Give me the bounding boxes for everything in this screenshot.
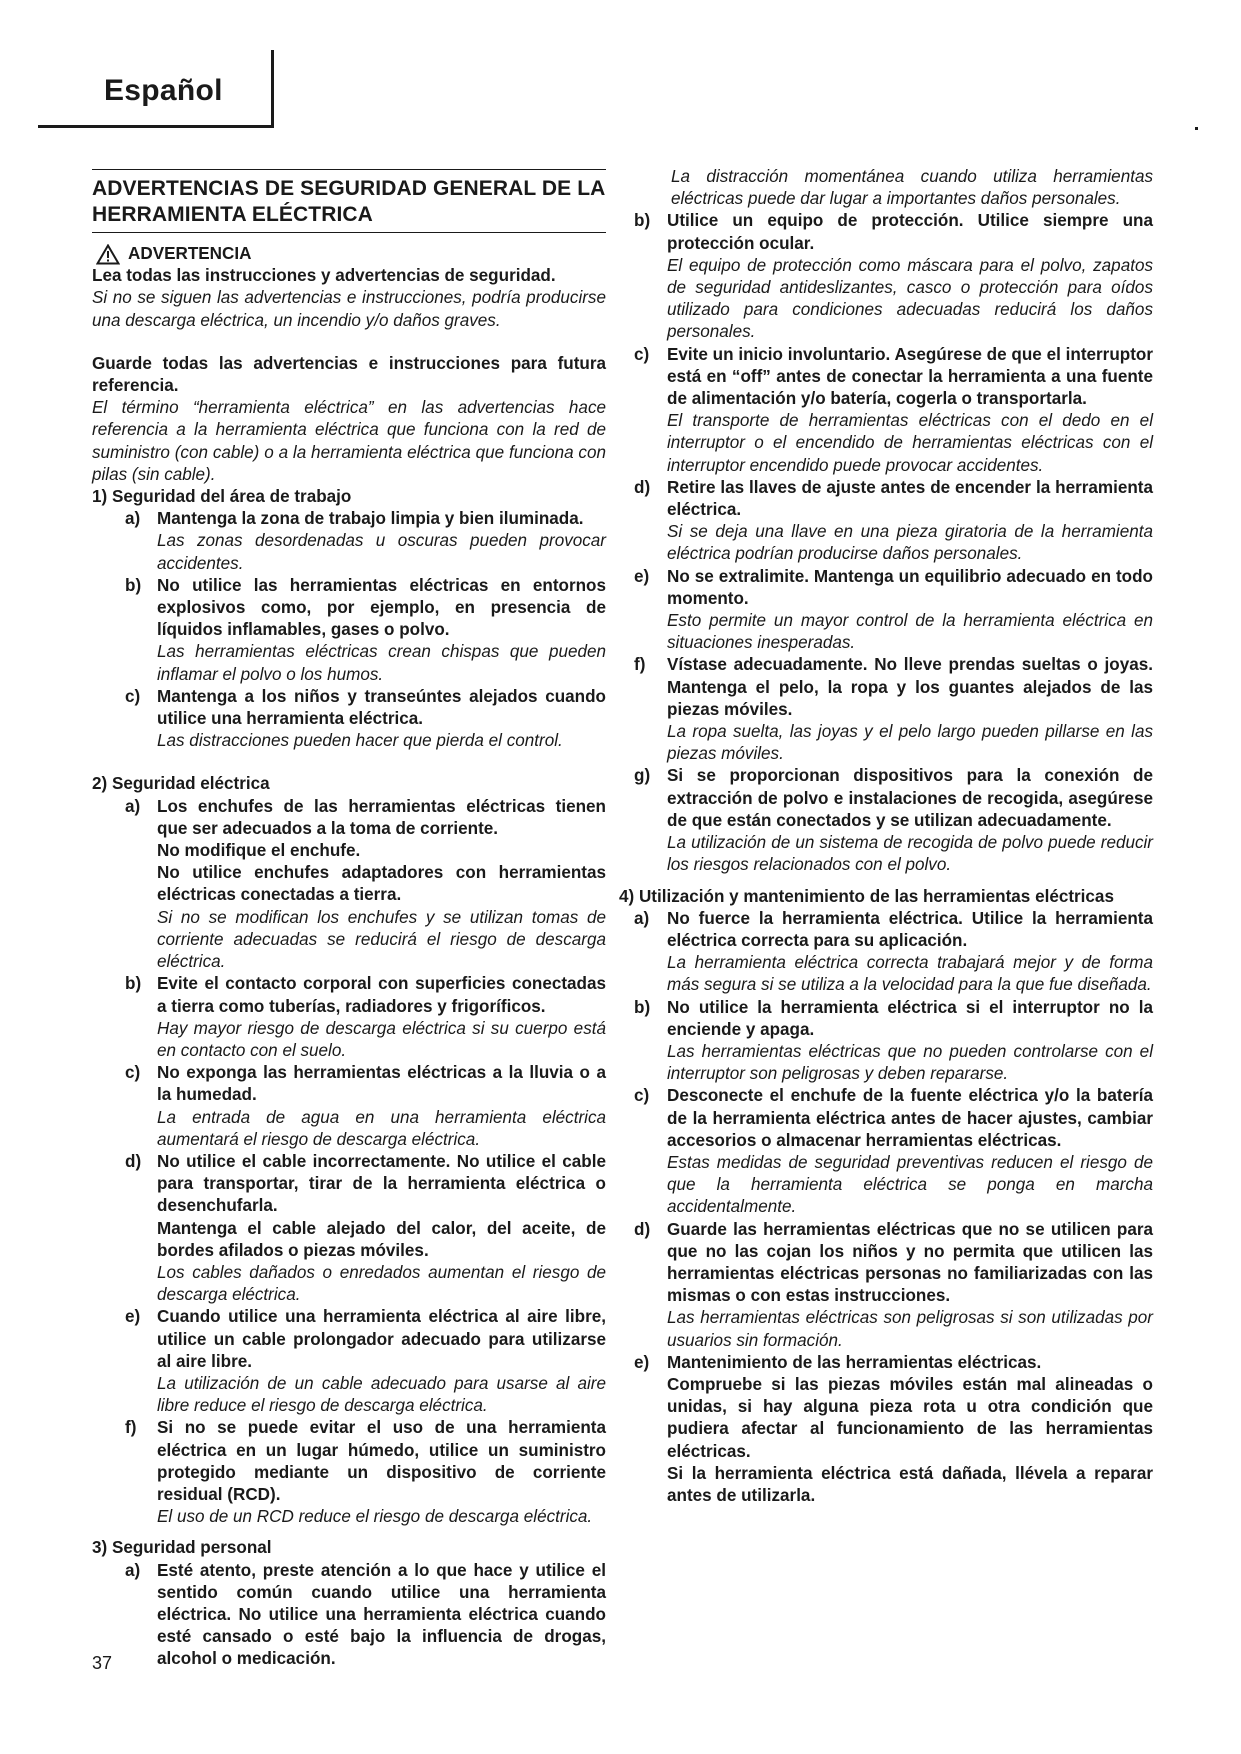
section-3-heading: 3) Seguridad personal xyxy=(92,1538,272,1558)
language-tab xyxy=(38,50,274,128)
warning-header xyxy=(92,243,606,265)
s3-item-a: a) Esté atento, preste atención a lo que hace y utilice el sentido común cuando utilice una herramienta eléctrica. No utilice una herramienta eléctrica cuando esté cansado o esté bajo la influencia de drogas, alcohol o medicación. xyxy=(125,1560,606,1669)
left-column xyxy=(92,165,606,1671)
s3-item-g: g) Si se proporcionan dispositivos para la conexión de extracción de polvo e instalaciones de recogida, asegúrese de que están conectados y se utilizan adecuadamente. La utilización de un sistema de recogida de polvo puede reducir los riesgos relacionados con el polvo. xyxy=(634,766,1153,875)
s2-item-c: c) No exponga las herramientas eléctricas a la lluvia o a la humedad. La entrada de agua en una herramienta eléctrica aumentará el riesgo de descarga eléctrica. xyxy=(125,1063,606,1149)
s1-item-b: b) No utilice las herramientas eléctricas en entornos explosivos como, por ejemplo, en presencia de líquidos inflamables, gases o polvo. Las herramientas eléctricas crean chispas que pueden inflamar el polvo o los humos. xyxy=(125,575,606,684)
s3-item-a-note: La distracción momentánea cuando utiliza herramientas eléctricas puede dar lugar a importantes daños personales. xyxy=(671,167,1153,209)
s1-item-c: c) Mantenga a los niños y transeúntes alejados cuando utilice una herramienta eléctrica. Las distracciones pueden hacer que pierda el control. xyxy=(125,686,606,751)
intro-read-note: Si no se siguen las advertencias e instrucciones, podría producirse una descarga eléctrica, un incendio y/o daños graves. xyxy=(92,288,606,330)
s3-item-d: d) Retire las llaves de ajuste antes de encender la herramienta eléctrica. Si se deja una llave en una pieza giratoria de la herramienta eléctrica podrían producirse daños personales. xyxy=(634,477,1153,564)
s3-item-f: f) Vístase adecuadamente. No lleve prendas sueltas o joyas. Mantenga el pelo, la ropa y los guantes alejados de las piezas móviles. La ropa suelta, las joyas y el pelo largo pueden pillarse en las piezas móviles. xyxy=(634,655,1153,764)
page-title: ADVERTENCIAS DE SEGURIDAD GENERAL DE LA HERRAMIENTA ELÉCTRICA xyxy=(92,169,606,233)
right-column xyxy=(619,166,1153,1507)
s1-item-a: a) Mantenga la zona de trabajo limpia y bien iluminada. Las zonas desordenadas u oscuras pueden provocar accidentes. xyxy=(125,509,606,573)
section-1-heading: 1) Seguridad del área de trabajo xyxy=(92,487,352,507)
s2-item-e: e) Cuando utilice una herramienta eléctrica al aire libre, utilice un cable prolongador adecuado para utilizarse al aire libre. La utilización de un cable adecuado para usarse al aire libre reduce el riesgo de descarga eléctrica. xyxy=(125,1307,606,1416)
warning-triangle-icon xyxy=(96,244,120,265)
section-2-heading: 2) Seguridad eléctrica xyxy=(92,774,270,794)
s3-item-c: c) Evite un inicio involuntario. Asegúrese de que el interruptor está en “off” antes de conectar la herramienta a una fuente de alimentación y/o batería, cogerla o transportarla. El transporte de herramientas eléctricas con el dedo en el interruptor o el encendido de herramientas eléctricas con el interruptor encendido puede provocar accidentes. xyxy=(634,344,1153,475)
s3-item-b: b) Utilice un equipo de protección. Utilice siempre una protección ocular. El equipo de protección como máscara para el polvo, zapatos de seguridad antideslizantes, casco o protección para oídos utilizado para condiciones adecuadas reducirá los daños personales. xyxy=(634,211,1153,342)
s4-item-e: e) Mantenimiento de las herramientas eléctricas. Compruebe si las piezas móviles están mal alineadas o unidas, si hay alguna pieza rota u otra condición que pudiera afectar al funcionamiento de las herramientas eléctricas. Si la herramienta eléctrica está dañada, llévela a reparar antes de utilizarla. xyxy=(634,1352,1153,1505)
s4-item-c: c) Desconecte el enchufe de la fuente eléctrica y/o la batería de la herramienta eléctrica antes de hacer ajustes, cambiar accesorios o almacenar herramientas eléctricas. Estas medidas de seguridad preventivas reducen el riesgo de que la herramienta eléctrica se ponga en marcha accidentalmente. xyxy=(634,1086,1153,1217)
s4-item-a: a) No fuerce la herramienta eléctrica. Utilice la herramienta eléctrica correcta para su aplicación. La herramienta eléctrica correcta trabajará mejor y de forma más segura si se utiliza a la velocidad para la que fue diseñada. xyxy=(634,908,1153,995)
page-number: 37 xyxy=(92,1653,113,1673)
warning-label: ADVERTENCIA xyxy=(128,244,252,263)
intro-definition: El término “herramienta eléctrica” en las advertencias hace referencia a la herramienta eléctrica que funciona con la red de suministro (con cable) o a la herramienta eléctrica que funciona con pilas (sin cable). xyxy=(92,398,606,484)
s2-item-d: d) No utilice el cable incorrectamente. No utilice el cable para transportar, tirar de la herramienta eléctrica o desenchufarla. Mantenga el cable alejado del calor, del aceite, de bordes afilados o piezas móviles. Los cables dañados o enredados aumentan el riesgo de descarga eléctrica. xyxy=(125,1151,606,1305)
s2-item-a: a) Los enchufes de las herramientas eléctricas tienen que ser adecuados a la toma de corriente. No modifique el enchufe. No utilice enchufes adaptadores con herramientas eléctricas conectadas a tierra. Si no se modifican los enchufes y se utilizan tomas de corriente adecuadas se reducirá el riesgo de descarga eléctrica. xyxy=(125,796,606,972)
intro-keep: Guarde todas las advertencias e instrucciones para futura referencia. xyxy=(92,353,606,396)
s4-item-b: b) No utilice la herramienta eléctrica si el interruptor no la enciende y apaga. Las herramientas eléctricas que no pueden controlarse con el interruptor son peligrosas y deben repararse. xyxy=(634,997,1153,1084)
language-label: Español xyxy=(104,74,223,107)
s4-item-d: d) Guarde las herramientas eléctricas que no se utilicen para que no las cojan los niños y no permita que utilicen las herramientas eléctricas personas no familiarizadas con las mismas o con estas instrucciones. Las herramientas eléctricas son peligrosas si son utilizadas por usuarios sin formación. xyxy=(634,1219,1153,1350)
s2-item-f: f) Si no se puede evitar el uso de una herramienta eléctrica en un lugar húmedo, utilice un suministro protegido mediante un dispositivo de corriente residual (RCD). El uso de un RCD reduce el riesgo de descarga eléctrica. xyxy=(125,1418,606,1527)
stray-dot xyxy=(1195,127,1198,130)
intro-read: Lea todas las instrucciones y advertencias de seguridad. xyxy=(92,266,556,286)
section-4-heading: 4) Utilización y mantenimiento de las herramientas eléctricas xyxy=(619,886,1114,906)
s3-item-e: e) No se extralimite. Mantenga un equilibrio adecuado en todo momento. Esto permite un mayor control de la herramienta eléctrica en situaciones inesperadas. xyxy=(634,566,1153,653)
s2-item-b: b) Evite el contacto corporal con superficies conectadas a tierra como tuberías, radiadores y frigoríficos. Hay mayor riesgo de descarga eléctrica si su cuerpo está en contacto con el suelo. xyxy=(125,974,606,1060)
